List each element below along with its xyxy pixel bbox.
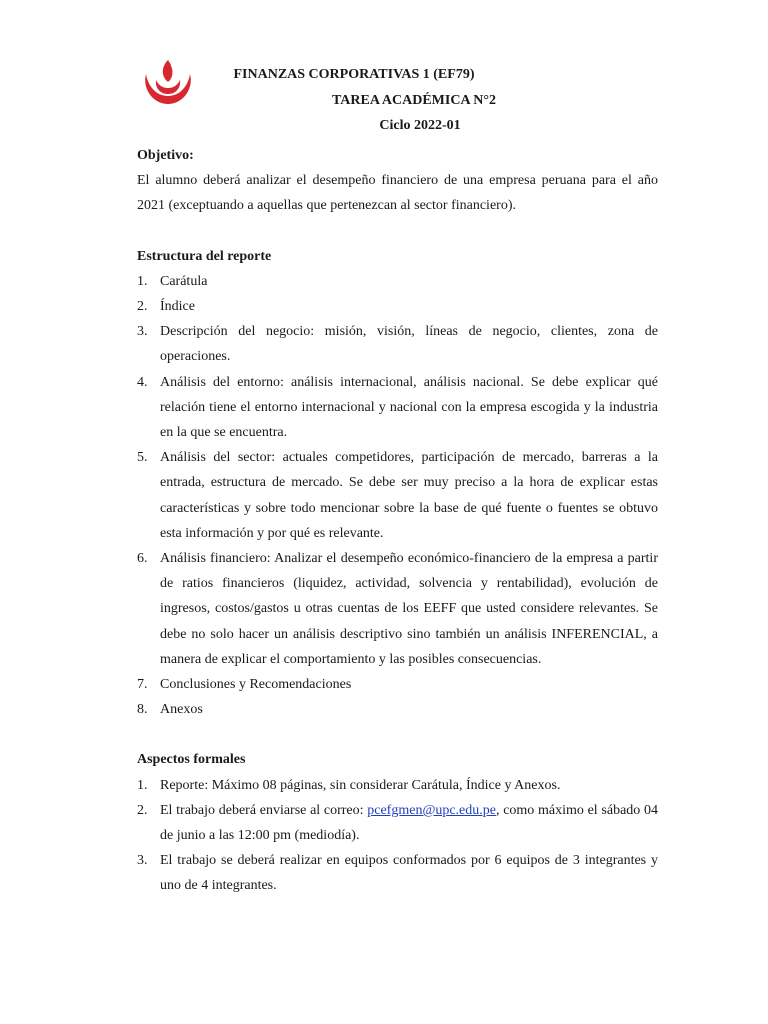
list-text: Índice bbox=[160, 299, 195, 315]
list-number: 8. bbox=[137, 702, 148, 718]
list-number: 1. bbox=[137, 273, 148, 289]
list-text: Descripción del negocio: misión, visión, líneas de negocio, clientes, zona de operaciones. bbox=[160, 324, 658, 365]
list-item bbox=[137, 370, 658, 446]
document-body bbox=[137, 143, 658, 899]
list-item bbox=[137, 798, 658, 848]
list-number: 2. bbox=[137, 802, 148, 818]
list-number: 3. bbox=[137, 853, 148, 869]
list-text: El trabajo se deberá realizar en equipos conformados por 6 equipos de 3 integrantes y uno de 4 integrantes. bbox=[160, 853, 658, 894]
list-text: El trabajo deberá enviarse al correo: bbox=[160, 802, 368, 818]
list-item bbox=[137, 319, 658, 369]
list-item bbox=[137, 445, 658, 546]
list-number: 3. bbox=[137, 324, 148, 340]
list-item bbox=[137, 672, 658, 697]
list-text: Análisis financiero: Analizar el desempeño económico-financiero de la empresa a partir de ratios financieros (liquidez, actividad, solvencia y rentabilidad), evolución de ingresos, costos/gastos u otras cuentas de los EEFF que usted considere relevantes. Se debe no solo hacer un análisis descriptivo sino también un análisis INFERENCIAL, a manera de explicar el comportamiento y las posibles consecuencias. bbox=[160, 551, 658, 667]
email-link[interactable]: pcefgmen@upc.edu.pe bbox=[367, 802, 496, 818]
list-text: Análisis del sector: actuales competidores, participación de mercado, barreras a la entrada, estructura de mercado. Se debe ser muy preciso a la hora de explicar estas características y sobre todo mencionar sobre la base de qué fuente o fuentes se obtuvo esta información y por qué es relevante. bbox=[160, 450, 658, 541]
objective-text: El alumno deberá analizar el desempeño financiero de una empresa peruana para el año 2021 (exceptuando a aquellas que pertenezcan al sector financiero). bbox=[137, 173, 658, 214]
list-item bbox=[137, 294, 658, 319]
list-text: Anexos bbox=[160, 702, 203, 718]
cycle-title: Ciclo 2022-01 bbox=[379, 118, 461, 133]
list-number: 4. bbox=[137, 374, 148, 390]
list-item bbox=[137, 269, 658, 294]
list-number: 2. bbox=[137, 299, 148, 315]
list-item bbox=[137, 697, 658, 722]
list-item bbox=[137, 546, 658, 672]
list-number: 7. bbox=[137, 677, 148, 693]
course-title: FINANZAS CORPORATIVAS 1 (EF79) bbox=[233, 67, 475, 82]
structure-list bbox=[137, 269, 658, 723]
formal-heading: Aspectos formales bbox=[137, 752, 246, 768]
structure-heading: Estructura del reporte bbox=[137, 248, 272, 264]
list-text: , como máximo el sábado 04 de junio a las 12:00 pm (mediodía). bbox=[160, 802, 658, 844]
list-text: Reporte: Máximo 08 páginas, sin considerar Carátula, Índice y Anexos. bbox=[160, 777, 561, 793]
formal-list bbox=[137, 773, 658, 899]
list-number: 1. bbox=[137, 777, 148, 793]
list-text: Análisis del entorno: análisis internacional, análisis nacional. Se debe explicar qué relación tiene el entorno internacional y nacional con la empresa escogida y la industria en la que se encuentra. bbox=[160, 374, 658, 441]
list-item bbox=[137, 773, 658, 798]
list-item bbox=[137, 848, 658, 898]
list-text: Conclusiones y Recomendaciones bbox=[160, 677, 352, 693]
list-text: Carátula bbox=[160, 273, 208, 289]
list-number: 6. bbox=[137, 551, 148, 567]
list-number: 5. bbox=[137, 450, 148, 466]
assignment-title: TAREA ACADÉMICA N°2 bbox=[331, 93, 497, 108]
objective-heading: Objetivo: bbox=[137, 148, 194, 163]
